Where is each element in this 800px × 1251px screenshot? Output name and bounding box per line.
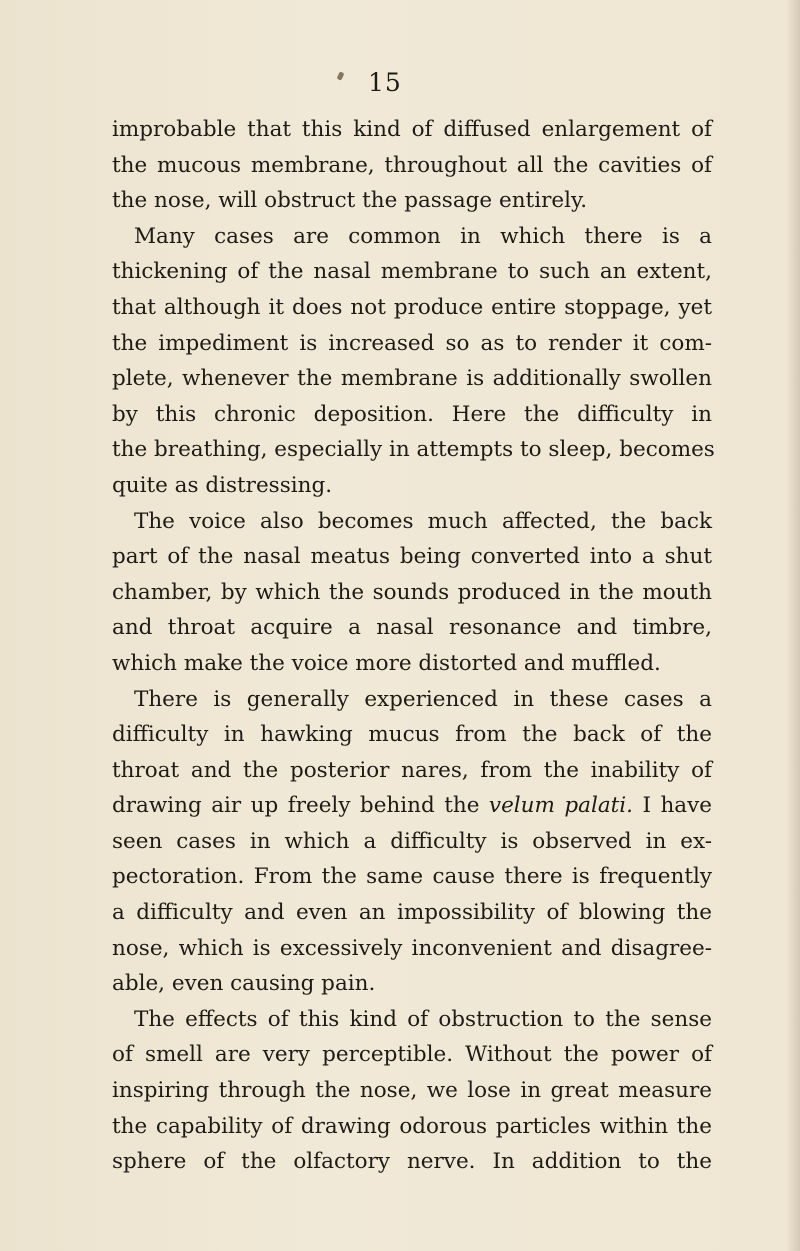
text-line: Many cases are common in which there is a xyxy=(134,223,712,249)
text-line: the nose, will obstruct the passage entirely. xyxy=(112,188,588,214)
text-line: There is generally experienced in these cases a xyxy=(134,686,712,712)
text-line: improbable that this kind of diffused enlargement of xyxy=(112,117,712,142)
text-line: the breathing, especially in attempts to sleep, becomes xyxy=(112,437,715,463)
text-line: sphere of the olfactory nerve. In addition to the xyxy=(112,1149,712,1175)
latin-term: velum palati. xyxy=(488,793,634,819)
text-line: seen cases in which a difficulty is observed in ex- xyxy=(112,828,712,854)
text-line: part of the nasal meatus being converted into a shut xyxy=(112,544,712,570)
text-line: of smell are very perceptible. Without the power of xyxy=(112,1042,712,1068)
text-line: the mucous membrane, throughout all the cavities of xyxy=(112,152,712,178)
text-line: that although it does not produce entire stoppage, yet xyxy=(112,294,712,320)
text-line: and throat acquire a nasal resonance and timbre, xyxy=(112,615,712,641)
text-line: difficulty in hawking mucus from the back of the xyxy=(112,722,712,748)
text-line: by this chronic deposition. Here the difficulty in xyxy=(112,401,712,427)
text-line: inspiring through the nose, we lose in great measure xyxy=(112,1078,712,1104)
text-line: which make the voice more distorted and muffled. xyxy=(112,650,661,676)
text-line: the impediment is increased so as to render it com- xyxy=(112,330,712,356)
text-fragment: I have xyxy=(633,793,712,819)
body-text xyxy=(112,112,715,1180)
text-line: plete, whenever the membrane is additionally swollen xyxy=(112,366,712,392)
text-line: nose, which is excessively inconvenient and disagree- xyxy=(112,935,712,961)
text-line: quite as distressing. xyxy=(112,472,333,498)
text-line: The voice also becomes much affected, the back xyxy=(134,508,712,534)
ink-mark xyxy=(337,71,345,80)
text-line: The effects of this kind of obstruction to the sense xyxy=(134,1006,712,1032)
text-line: pectoration. From the same cause there is frequently xyxy=(112,864,712,890)
text-line: throat and the posterior nares, from the inability of xyxy=(112,757,712,783)
text-line: a difficulty and even an impossibility of blowing the xyxy=(112,900,712,926)
text-line: thickening of the nasal membrane to such an extent, xyxy=(112,259,712,285)
text-line: able, even causing pain. xyxy=(112,971,376,997)
page-number: 15 xyxy=(368,68,402,97)
text-line: chamber, by which the sounds produced in the mouth xyxy=(112,579,712,605)
text-fragment: drawing air up freely behind the xyxy=(112,793,489,819)
page-edge-shadow xyxy=(786,0,800,1251)
text-line: the capability of drawing odorous particles within the xyxy=(112,1113,712,1139)
text-line xyxy=(112,788,712,824)
